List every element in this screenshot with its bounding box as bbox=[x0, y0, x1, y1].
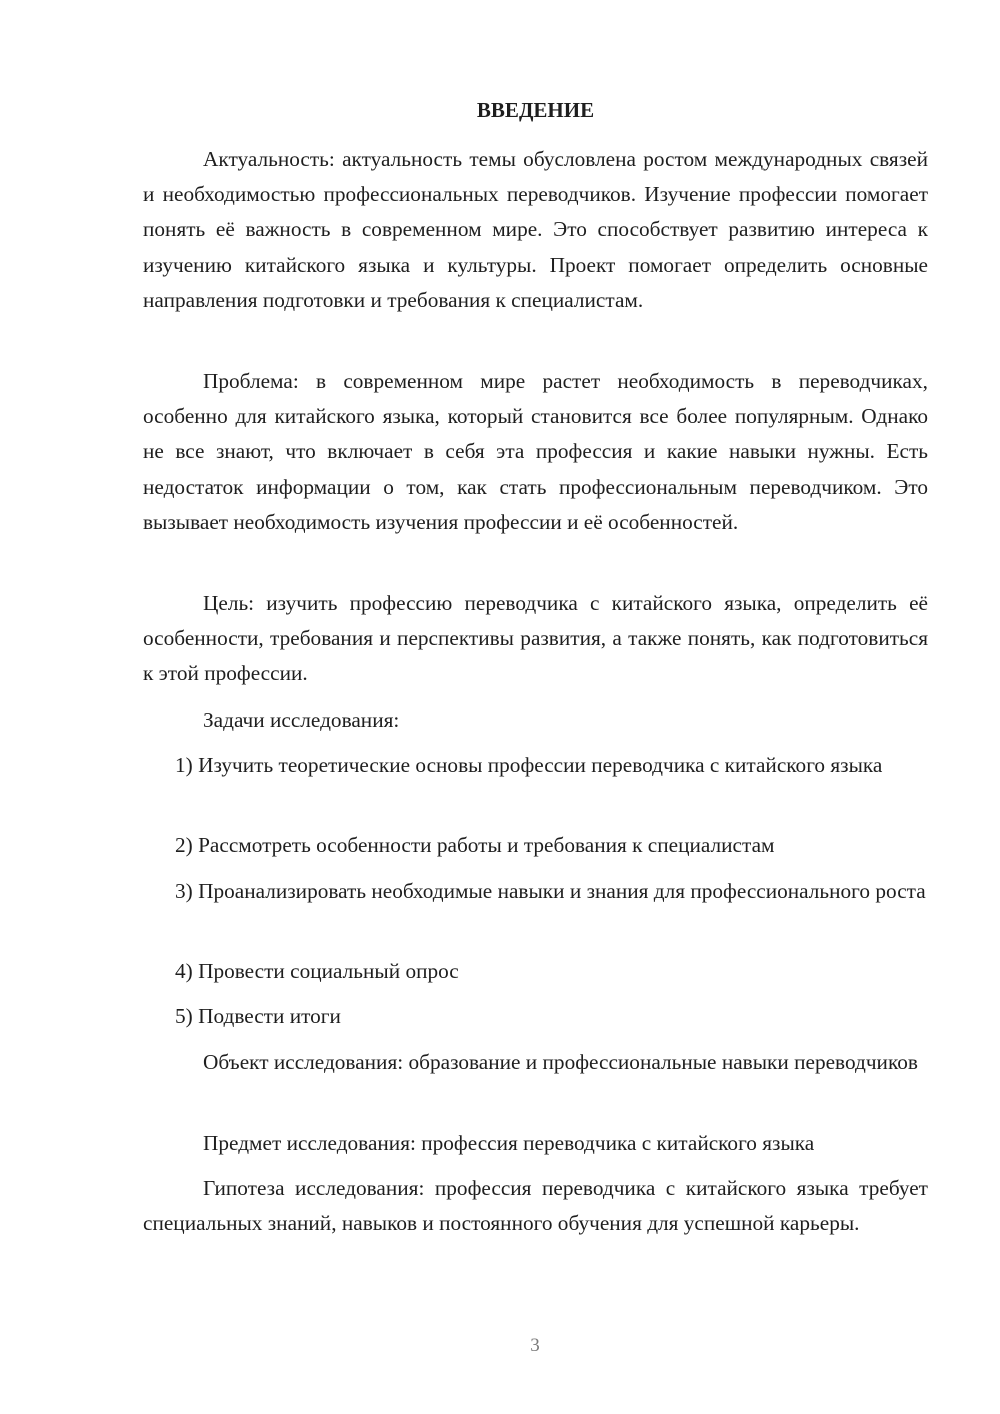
relevance-paragraph: Актуальность: актуальность темы обусловлена ростом международных связей и необходимостью профессиональных переводчиков. Изучение профессии помогает понять её важность в современном мире. Это способствует развитию интереса к изучению китайского языка и культуры. Проект помогает определить основные направления подготовки и требования к специалистам. bbox=[143, 147, 928, 312]
goal-paragraph: Цель: изучить профессию переводчика с китайского языка, определить её особенности, требования и перспективы развития, а также понять, как подготовиться к этой профессии. bbox=[143, 591, 928, 686]
task-item-1: 1) Изучить теоретические основы профессии переводчика с китайского языка bbox=[175, 753, 883, 777]
hypothesis-paragraph: Гипотеза исследования: профессия переводчика с китайского языка требует специальных знаний, навыков и постоянного обучения для успешной карьеры. bbox=[143, 1176, 928, 1236]
task-item-5: 5) Подвести итоги bbox=[175, 1004, 341, 1028]
page-title: ВВЕДЕНИЕ bbox=[476, 98, 595, 122]
subject-paragraph: Предмет исследования: профессия переводчика с китайского языка bbox=[203, 1131, 815, 1155]
tasks-heading: Задачи исследования: bbox=[203, 708, 400, 732]
task-item-4: 4) Провести социальный опрос bbox=[175, 959, 459, 983]
object-paragraph: Объект исследования: образование и профессиональные навыки переводчиков bbox=[203, 1050, 918, 1074]
task-item-3: 3) Проанализировать необходимые навыки и знания для профессионального роста bbox=[175, 879, 926, 903]
page-number: 3 bbox=[530, 1335, 540, 1356]
task-item-2: 2) Рассмотреть особенности работы и требования к специалистам bbox=[175, 833, 775, 857]
problem-paragraph: Проблема: в современном мире растет необходимость в переводчиках, особенно для китайского языка, который становится все более популярным. Однако не все знают, что включает в себя эта профессия и какие навыки нужны. Есть недостаток информации о том, как стать профессиональным переводчиком. Это вызывает необходимость изучения профессии и её особенностей. bbox=[143, 369, 928, 534]
